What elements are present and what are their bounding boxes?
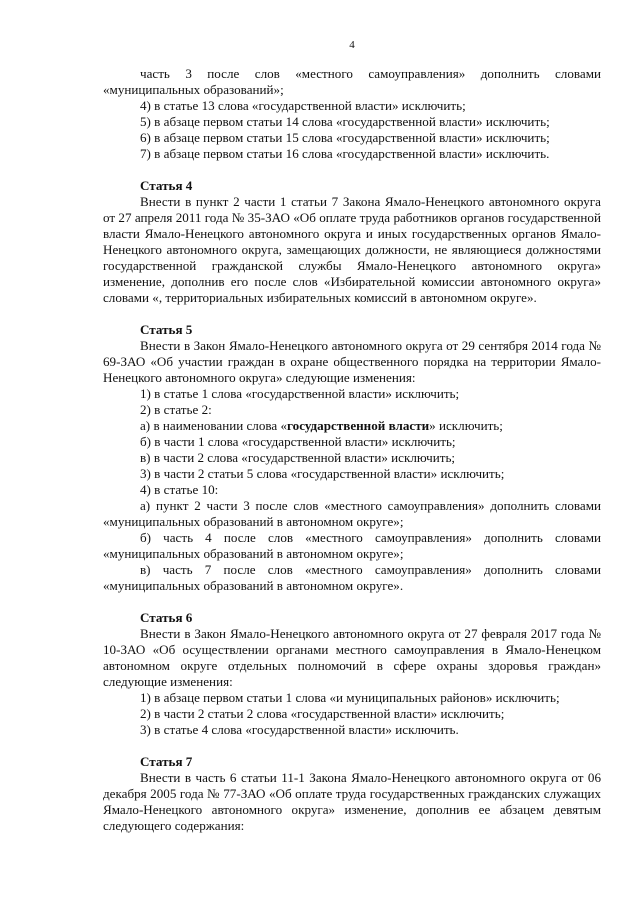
list-item: а) в наименовании слова «государственной власти» исключить; xyxy=(140,418,503,433)
article-4-text: Внести в пункт 2 части 1 статьи 7 Закона Ямало-Ненецкого автономного округа от 27 апреля 2011 года № 35-ЗАО «Об оплате труда работников органов государственной власти Ямало-Ненецкого автономного округа и иных государственных органов Ямало-Ненецкого автономного округа, замещающих должности, не являющиеся должностями государственной гражданской службы Ямало-Ненецкого автономного округа» изменение, дополнив его после слов «Избирательной комиссии автономного округа» словами «, территориальных избирательных комиссий в автономном округе». xyxy=(103,194,601,305)
list-item: а) пункт 2 части 3 после слов «местного самоуправления» дополнить словами «муниципальных образований в автономном округе»; xyxy=(103,498,601,529)
list-item: в) в части 2 слова «государственной власти» исключить; xyxy=(140,450,456,465)
paragraph: 6) в абзаце первом статьи 15 слова «государственной власти» исключить; xyxy=(140,130,550,145)
list-item: 1) в абзаце первом статьи 1 слова «и муниципальных районов» исключить; xyxy=(140,690,560,705)
page-number: 4 xyxy=(349,39,355,51)
article-7-heading: Статья 7 xyxy=(140,754,193,769)
article-6-heading: Статья 6 xyxy=(140,610,193,625)
bold-phrase: государственной власти xyxy=(287,418,430,433)
intro-block xyxy=(103,66,601,162)
list-item: в) часть 7 после слов «местного самоуправления» дополнить словами «муниципальных образований в автономном округе». xyxy=(103,562,601,593)
list-item: б) в части 1 слова «государственной власти» исключить; xyxy=(140,434,456,449)
paragraph: 5) в абзаце первом статьи 14 слова «государственной власти» исключить; xyxy=(140,114,550,129)
paragraph: 7) в абзаце первом статьи 16 слова «государственной власти» исключить. xyxy=(140,146,550,161)
article-5-heading: Статья 5 xyxy=(140,322,193,337)
list-item: 3) в части 2 статьи 5 слова «государственной власти» исключить; xyxy=(140,466,505,481)
article-7-text: Внести в часть 6 статьи 11-1 Закона Ямало-Ненецкого автономного округа от 06 декабря 2005 года № 77-ЗАО «Об оплате труда государственных гражданских служащих Ямало-Ненецкого автономного округа» изменение, дополнив ее абзацем девятым следующего содержания: xyxy=(103,770,601,833)
list-item: 4) в статье 10: xyxy=(140,482,219,497)
list-item: 3) в статье 4 слова «государственной власти» исключить. xyxy=(140,722,459,737)
list-item: 2) в части 2 статьи 2 слова «государственной власти» исключить; xyxy=(140,706,505,721)
paragraph: 4) в статье 13 слова «государственной власти» исключить; xyxy=(140,98,466,113)
paragraph: часть 3 после слов «местного самоуправления» дополнить словами «муниципальных образований»; xyxy=(103,66,601,97)
article-5-text: Внести в Закон Ямало-Ненецкого автономного округа от 29 сентября 2014 года № 69-ЗАО «Об участии граждан в охране общественного порядка на территории Ямало-Ненецкого автономного округа» следующие изменения: xyxy=(103,338,601,385)
list-item: 2) в статье 2: xyxy=(140,402,212,417)
article-6-text: Внести в Закон Ямало-Ненецкого автономного округа от 27 февраля 2017 года № 10-ЗАО «Об осуществлении органами местного самоуправления в Ямало-Ненецком автономном округе отдельных полномочий в сфере охраны здоровья граждан» следующие изменения: xyxy=(103,626,601,689)
list-item: 1) в статье 1 слова «государственной власти» исключить; xyxy=(140,386,460,401)
article-4-heading: Статья 4 xyxy=(140,178,193,193)
document-page xyxy=(103,38,601,834)
list-item: б) часть 4 после слов «местного самоуправления» дополнить словами «муниципальных образований в автономном округе»; xyxy=(103,530,601,561)
